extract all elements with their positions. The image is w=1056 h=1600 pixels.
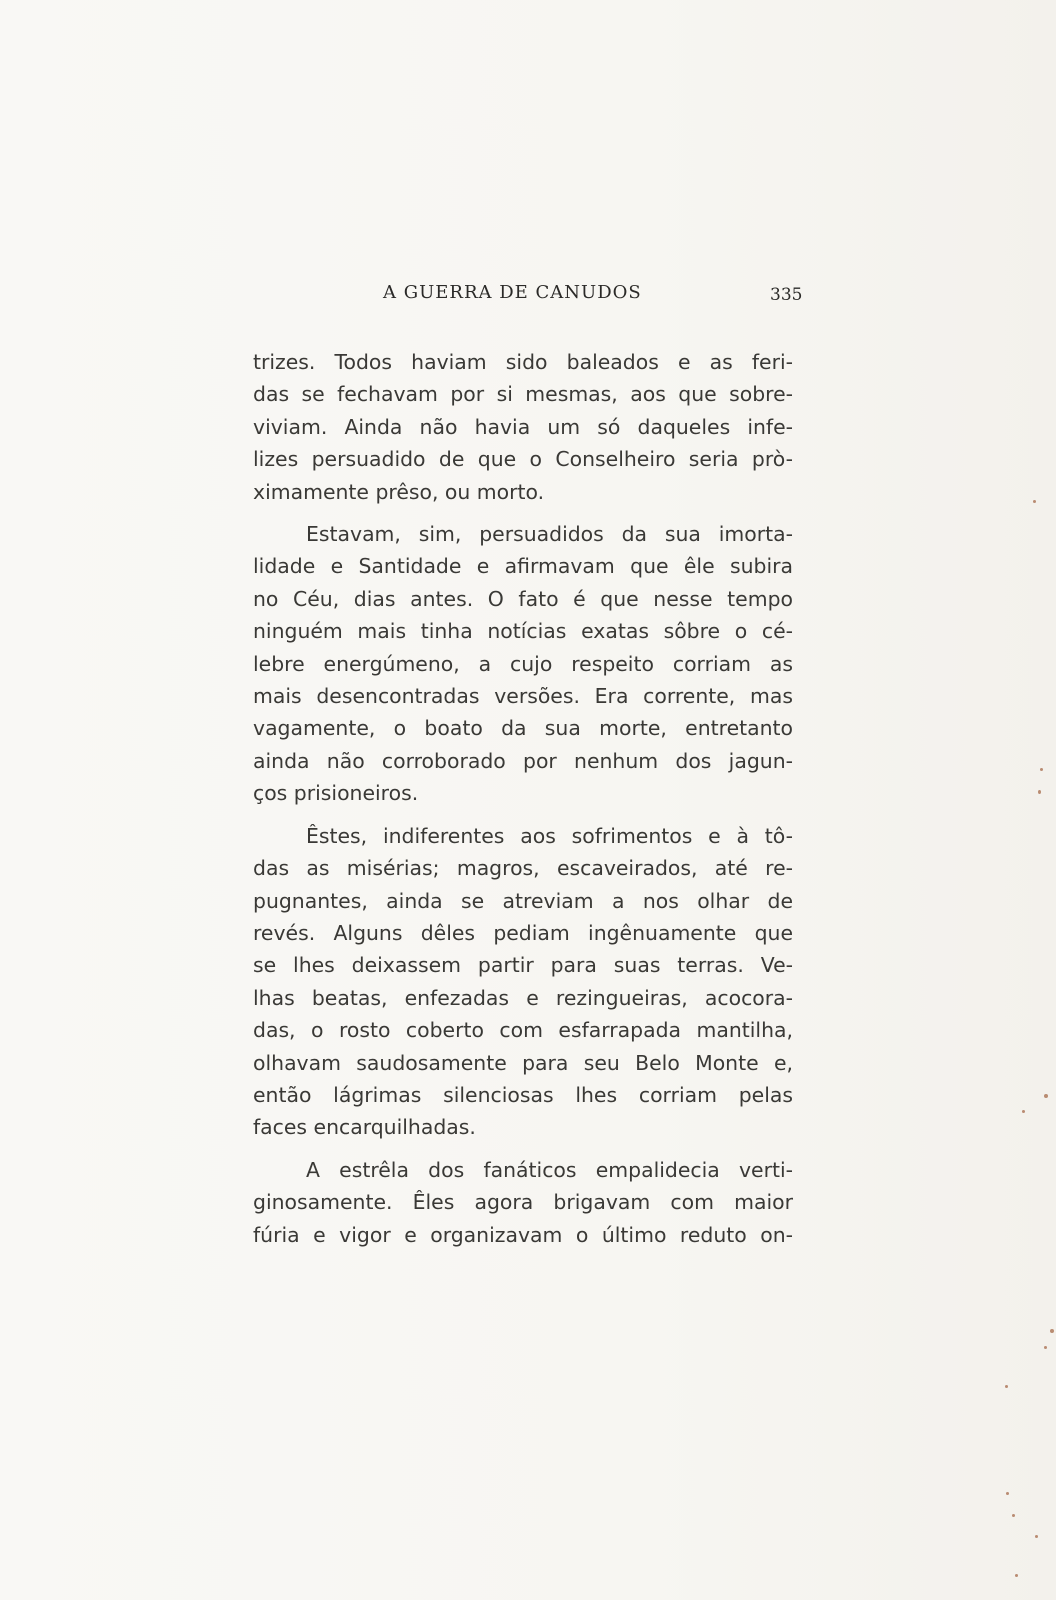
text-line: então lágrimas silenciosas lhes corriam pelas xyxy=(253,1082,793,1107)
text-line: A estrêla dos fanáticos empalidecia verti- xyxy=(306,1157,793,1182)
text-line: mais desencontradas versões. Era corrente, mas xyxy=(253,684,793,709)
text-line: das, o rosto coberto com esfarrapada mantilha, xyxy=(253,1018,793,1043)
text-line: faces encarquilhadas. xyxy=(253,1115,476,1140)
text-line: ainda não corroborado por nenhum dos jagun- xyxy=(253,748,793,773)
paragraph xyxy=(253,346,793,508)
text-line: viviam. Ainda não havia um só daqueles infe- xyxy=(253,414,793,439)
foxing-speck xyxy=(1044,1346,1047,1349)
text-line: das as misérias; magros, escaveirados, até re- xyxy=(253,856,793,881)
text-line: vagamente, o boato da sua morte, entretanto xyxy=(253,716,793,741)
text-line: lebre energúmeno, a cujo respeito corriam as xyxy=(253,651,793,676)
text-line: lizes persuadido de que o Conselheiro seria prò- xyxy=(253,447,793,472)
foxing-speck xyxy=(1015,1574,1018,1577)
text-line: lidade e Santidade e afirmavam que êle subira xyxy=(253,554,793,579)
text-line: lhas beatas, enfezadas e rezingueiras, acocora- xyxy=(253,985,793,1010)
text-line: ximamente prêso, ou morto. xyxy=(253,479,545,504)
running-title: A GUERRA DE CANUDOS xyxy=(383,282,642,303)
text-line: fúria e vigor e organizavam o último reduto on- xyxy=(253,1222,793,1247)
text-line: das se fechavam por si mesmas, aos que sobre- xyxy=(253,382,793,407)
foxing-speck xyxy=(1033,500,1036,503)
body-text xyxy=(253,346,793,1261)
text-line: trizes. Todos haviam sido baleados e as feri- xyxy=(253,350,793,374)
foxing-speck xyxy=(1006,1492,1009,1495)
text-line: pugnantes, ainda se atreviam a nos olhar de xyxy=(253,888,793,913)
foxing-speck xyxy=(1005,1385,1008,1388)
foxing-speck xyxy=(1044,1094,1048,1098)
text-line: se lhes deixassem partir para suas terras. Ve- xyxy=(253,953,793,978)
paragraph xyxy=(253,518,793,810)
paragraph xyxy=(253,1154,793,1251)
text-line: revés. Alguns dêles pediam ingênuamente que xyxy=(253,920,793,945)
foxing-speck xyxy=(1012,1514,1015,1517)
text-line: no Céu, dias antes. O fato é que nesse tempo xyxy=(253,586,793,611)
foxing-speck xyxy=(1022,1110,1025,1113)
text-line: Estavam, sim, persuadidos da sua imorta- xyxy=(306,522,793,547)
page-number: 335 xyxy=(770,285,803,305)
foxing-speck xyxy=(1035,1535,1038,1538)
foxing-speck xyxy=(1038,790,1041,794)
text-line: ços prisioneiros. xyxy=(253,781,419,806)
foxing-speck xyxy=(1040,768,1043,771)
paragraph xyxy=(253,820,793,1144)
text-line: olhavam saudosamente para seu Belo Monte e, xyxy=(253,1050,793,1075)
text-line: Êstes, indiferentes aos sofrimentos e à tô- xyxy=(306,823,793,848)
foxing-speck xyxy=(1050,1329,1054,1333)
text-line: ninguém mais tinha notícias exatas sôbre o cé- xyxy=(253,619,793,644)
text-line: ginosamente. Êles agora brigavam com maior xyxy=(253,1190,793,1215)
